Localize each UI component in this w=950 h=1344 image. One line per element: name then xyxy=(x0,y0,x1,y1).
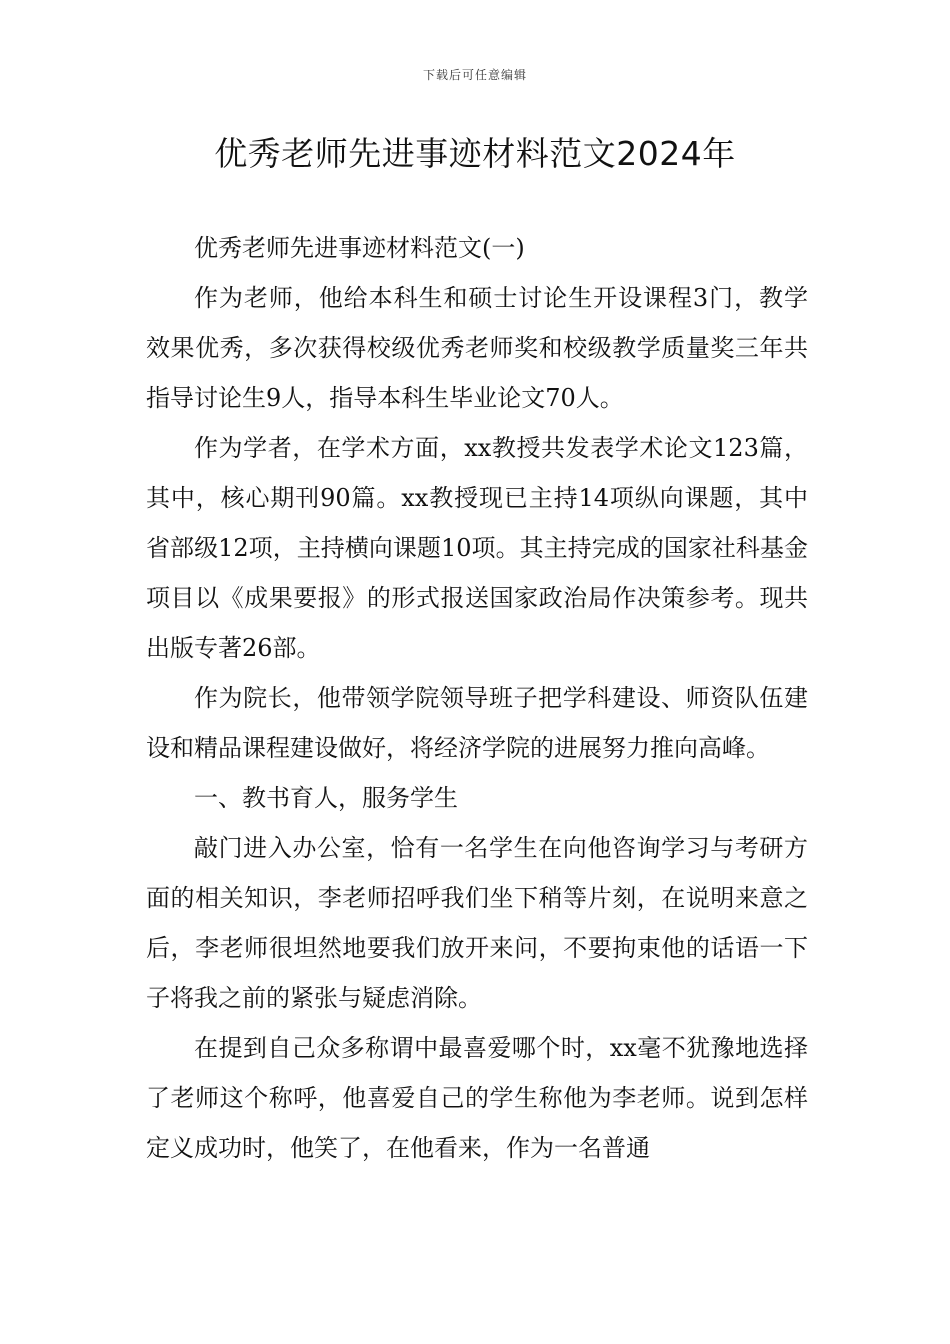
paragraph: 作为院长，他带领学院领导班子把学科建设、师资队伍建设和精品课程建设做好，将经济学院的进展努力推向高峰。 xyxy=(146,684,808,762)
document-body xyxy=(146,223,808,1173)
paragraph: 敲门进入办公室，恰有一名学生在向他咨询学习与考研方面的相关知识，李老师招呼我们坐下稍等片刻，在说明来意之后，李老师很坦然地要我们放开来问，不要拘束他的话语一下子将我之前的紧张与疑虑消除。 xyxy=(146,834,808,1012)
document-title: 优秀老师先进事迹材料范文2024年 xyxy=(214,134,736,173)
paragraph: 作为老师，他给本科生和硕士讨论生开设课程3门，教学效果优秀，多次获得校级优秀老师奖和校级教学质量奖三年共指导讨论生9人，指导本科生毕业论文70人。 xyxy=(146,284,808,412)
paragraph: 在提到自己众多称谓中最喜爱哪个时，xx毫不犹豫地选择了老师这个称呼，他喜爱自己的学生称他为李老师。说到怎样定义成功时，他笑了，在他看来，作为一名普通 xyxy=(146,1034,808,1162)
header-note: 下载后可任意编辑 xyxy=(422,68,527,82)
paragraph: 作为学者，在学术方面，xx教授共发表学术论文123篇，其中，核心期刊90篇。xx教授现已主持14项纵向课题，其中省部级12项，主持横向课题10项。其主持完成的国家社科基金项目以《成果要报》的形式报送国家政治局作决策参考。现共出版专著26部。 xyxy=(146,434,808,662)
section-heading: 一、教书育人，服务学生 xyxy=(194,784,458,812)
section-heading: 优秀老师先进事迹材料范文(一) xyxy=(194,234,525,262)
